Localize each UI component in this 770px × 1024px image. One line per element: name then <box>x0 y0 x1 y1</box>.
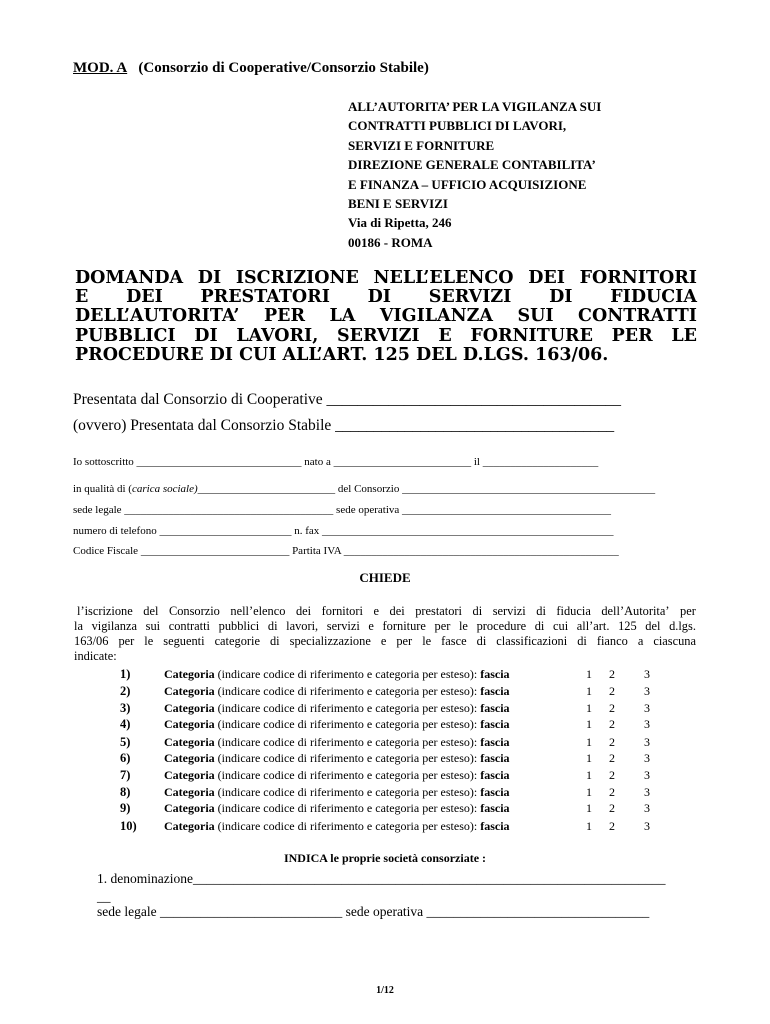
category-note: (indicare codice di riferimento e categoria per esteso): <box>214 667 481 681</box>
paragraph-line <box>74 619 696 634</box>
category-number: 9) <box>120 801 131 815</box>
paragraph-word: prestatori <box>415 604 462 618</box>
paragraph-word: cui <box>553 619 569 633</box>
category-label: Categoria <box>164 768 215 782</box>
category-label: Categoria <box>164 735 215 749</box>
paragraph-word: categorie <box>214 634 260 648</box>
title-line: PROCEDURE DI CUI ALL’ART. 125 DEL D.LGS. 163/06. <box>75 344 609 365</box>
fascia-option-1[interactable]: 1 <box>586 819 592 833</box>
category-text[interactable] <box>164 785 510 800</box>
paragraph-word: fiducia <box>556 604 591 618</box>
fascia-label: fascia <box>480 785 510 799</box>
category-label: Categoria <box>164 717 215 731</box>
paragraph-word: nell’elenco <box>230 604 286 618</box>
category-text[interactable] <box>164 735 510 750</box>
title-word: E <box>75 287 89 308</box>
paragraph-word: seguenti <box>163 634 205 648</box>
request-paragraph <box>74 604 696 664</box>
address-line: 00186 - ROMA <box>348 234 433 250</box>
title-word: SERVIZI <box>337 325 420 346</box>
paragraph-word: l’iscrizione <box>77 604 133 618</box>
fascia-label: fascia <box>480 717 510 731</box>
paragraph-word: vigilanza <box>91 619 137 633</box>
paragraph-word: di <box>534 619 545 633</box>
codice-fiscale-field[interactable]: Codice Fiscale ___________________________ Partita IVA __________________________________________________ <box>73 545 619 557</box>
paragraph-word: per <box>434 619 451 633</box>
fascia-label: fascia <box>480 701 510 715</box>
category-row[interactable] <box>0 819 770 836</box>
paragraph-word: ciascuna <box>653 634 696 648</box>
title-word: DEI <box>528 268 565 288</box>
paragraph-word: fasce <box>441 634 467 648</box>
paragraph-word: forniture <box>382 619 426 633</box>
category-row[interactable] <box>0 768 770 785</box>
address-line: DIREZIONE GENERALE CONTABILITA’ <box>348 157 596 173</box>
paragraph-word: di <box>267 619 278 633</box>
fascia-option-1[interactable]: 1 <box>586 667 592 681</box>
indica-text: INDICA le proprie società consorziate : <box>283 851 487 865</box>
paragraph-word: all’art. <box>576 619 610 633</box>
paragraph-word: d.lgs. <box>669 619 696 633</box>
title-word: DELL’AUTORITA’ <box>75 306 240 327</box>
qualita-field[interactable] <box>73 483 655 495</box>
title-word: DI <box>197 268 222 288</box>
title-line <box>75 307 697 326</box>
category-label: Categoria <box>164 701 215 715</box>
paragraph-line <box>74 604 696 619</box>
category-number: 1) <box>120 667 131 681</box>
category-number: 5) <box>120 735 131 749</box>
fascia-option-1[interactable]: 1 <box>586 684 592 698</box>
title-word: PRESTATORI <box>200 287 330 308</box>
category-row[interactable] <box>0 684 770 701</box>
paragraph-word: classificazioni <box>496 634 568 648</box>
paragraph-word: Consorzio <box>168 604 220 618</box>
paragraph-word: servizi <box>492 604 526 618</box>
category-label: Categoria <box>164 819 215 833</box>
category-row[interactable] <box>0 785 770 802</box>
paragraph-word: lavori, <box>286 619 319 633</box>
title-word: SERVIZI <box>428 287 512 308</box>
fascia-option-2[interactable]: 2 <box>609 701 615 715</box>
paragraph-word: servizi <box>326 619 360 633</box>
paragraph-word: procedure <box>476 619 527 633</box>
fascia-option-2[interactable]: 2 <box>609 801 615 815</box>
paragraph-word: per <box>680 604 696 618</box>
category-text[interactable] <box>164 751 510 766</box>
category-note: (indicare codice di riferimento e categoria per esteso): <box>214 701 481 715</box>
paragraph-word: di <box>269 634 280 648</box>
fascia-option-3[interactable]: 3 <box>644 717 650 731</box>
denominazione-continuation: __ <box>97 889 111 904</box>
title-word: DI <box>194 325 218 346</box>
fascia-option-3[interactable]: 3 <box>644 684 650 698</box>
address-line: SERVIZI E FORNITURE <box>348 137 495 153</box>
category-number: 10) <box>120 819 137 833</box>
paragraph-word: 163/06 <box>74 634 109 648</box>
title-word: SUI <box>517 306 554 327</box>
category-text[interactable] <box>164 701 510 716</box>
qualita-label: in qualità di ( <box>73 483 132 495</box>
category-number: 8) <box>120 785 131 799</box>
title-word: FIDUCIA <box>610 287 697 308</box>
denominazione-field[interactable]: 1. denominazione______________________________________________________________________ <box>97 871 666 886</box>
paragraph-word: e <box>373 604 379 618</box>
paragraph-word: dei <box>389 604 405 618</box>
societa-sede-field[interactable]: sede legale ___________________________ sede operativa _________________________________ <box>97 904 650 919</box>
fascia-label: fascia <box>480 735 510 749</box>
category-text[interactable] <box>164 768 510 783</box>
fascia-option-3[interactable]: 3 <box>644 751 650 765</box>
paragraph-word: per <box>396 634 413 648</box>
fascia-option-1[interactable]: 1 <box>586 768 592 782</box>
paragraph-word: fianco <box>596 634 628 648</box>
title-line <box>75 327 697 346</box>
fascia-option-1[interactable]: 1 <box>586 735 592 749</box>
address-line: E FINANZA – UFFICIO ACQUISIZIONE <box>348 176 587 192</box>
fascia-option-3[interactable]: 3 <box>644 819 650 833</box>
mod-label: MOD. A <box>73 60 128 76</box>
fascia-option-2[interactable]: 2 <box>609 717 615 731</box>
paragraph-word: di <box>536 604 546 618</box>
page-number: 1/12 <box>376 985 394 996</box>
fascia-option-2[interactable]: 2 <box>609 751 615 765</box>
category-row[interactable] <box>0 717 770 734</box>
form-header <box>73 60 429 77</box>
paragraph-word: contratti <box>168 619 211 633</box>
fascia-option-3[interactable]: 3 <box>644 735 650 749</box>
category-text[interactable] <box>164 819 510 834</box>
paragraph-word: dei <box>295 604 312 618</box>
title-word: LAVORI, <box>236 325 319 346</box>
paragraph-word: e <box>368 619 374 633</box>
fascia-label: fascia <box>480 684 510 698</box>
fascia-option-1[interactable]: 1 <box>586 785 592 799</box>
category-note: (indicare codice di riferimento e categoria per esteso): <box>214 819 481 833</box>
category-row[interactable] <box>0 701 770 718</box>
fascia-label: fascia <box>480 768 510 782</box>
paragraph-word: le <box>458 619 468 633</box>
title-word: FORNITURE <box>470 325 593 346</box>
category-note: (indicare codice di riferimento e categoria per esteso): <box>214 768 481 782</box>
category-row[interactable] <box>0 751 770 768</box>
title-word: LE <box>671 325 697 346</box>
address-line: Via di Ripetta, 246 <box>348 215 452 231</box>
fascia-label: fascia <box>480 667 510 681</box>
fascia-option-3[interactable]: 3 <box>644 801 650 815</box>
title-word: LA <box>329 306 356 327</box>
document-title <box>75 269 697 365</box>
category-row[interactable] <box>0 801 770 818</box>
category-label: Categoria <box>164 667 215 681</box>
sede-field[interactable]: sede legale ______________________________________ sede operativa ______________________________________ <box>73 504 612 516</box>
mod-subtitle: (Consorzio di Cooperative/Consorzio Stabile) <box>138 60 429 76</box>
category-row[interactable] <box>0 735 770 752</box>
title-word: PER <box>263 306 306 327</box>
category-number: 3) <box>120 701 131 715</box>
category-label: Categoria <box>164 684 215 698</box>
category-label: Categoria <box>164 801 215 815</box>
category-note: (indicare codice di riferimento e categoria per esteso): <box>214 751 481 765</box>
category-text[interactable] <box>164 684 510 699</box>
paragraph-line: indicate: <box>74 649 117 663</box>
paragraph-word: di <box>472 604 483 618</box>
title-word: DEI <box>126 287 163 308</box>
fascia-label: fascia <box>480 819 510 833</box>
paragraph-word: la <box>74 619 83 633</box>
paragraph-word: del <box>143 604 159 618</box>
title-line <box>75 288 697 307</box>
telefono-field[interactable]: numero di telefono ________________________ n. fax _____________________________________________________ <box>73 525 614 537</box>
fascia-option-2[interactable]: 2 <box>609 735 615 749</box>
fascia-option-2[interactable]: 2 <box>609 768 615 782</box>
category-note: (indicare codice di riferimento e categoria per esteso): <box>214 785 481 799</box>
paragraph-word: per <box>118 634 135 648</box>
title-word: PER <box>611 325 653 346</box>
chiede-heading: CHIEDE <box>359 570 411 585</box>
paragraph-word: a <box>637 634 644 648</box>
indica-heading <box>0 851 770 866</box>
qualita-rest: _________________________ del Consorzio ______________________________________________ <box>197 483 656 495</box>
paragraph-word: del <box>645 619 661 633</box>
fascia-option-1[interactable]: 1 <box>586 717 592 731</box>
category-note: (indicare codice di riferimento e categoria per esteso): <box>214 684 481 698</box>
category-note: (indicare codice di riferimento e categoria per esteso): <box>214 801 481 815</box>
fascia-option-2[interactable]: 2 <box>609 785 615 799</box>
category-row[interactable] <box>0 667 770 684</box>
paragraph-word: 125 <box>618 619 637 633</box>
category-note: (indicare codice di riferimento e categoria per esteso): <box>214 717 481 731</box>
paragraph-word: le <box>422 634 432 648</box>
fascia-option-3[interactable]: 3 <box>644 768 650 782</box>
fascia-option-3[interactable]: 3 <box>644 701 650 715</box>
recipient-address <box>348 97 601 252</box>
title-word: DOMANDA <box>75 268 184 288</box>
title-line <box>75 269 697 288</box>
category-text[interactable] <box>164 801 510 816</box>
category-number: 7) <box>120 768 131 782</box>
category-label: Categoria <box>164 785 215 799</box>
title-word: DI <box>549 287 573 308</box>
title-word: FORNITORI <box>579 268 697 288</box>
sottoscritto-field[interactable]: Io sottoscritto ______________________________ nato a _________________________ il _____________________ <box>73 456 599 468</box>
fascia-option-1[interactable]: 1 <box>586 801 592 815</box>
paragraph-word: dell’Autorita’ <box>601 604 670 618</box>
title-word: PUBBLICI <box>75 325 176 346</box>
fascia-option-3[interactable]: 3 <box>644 667 650 681</box>
category-number: 2) <box>120 684 131 698</box>
address-line: CONTRATTI PUBBLICI DI LAVORI, <box>348 118 567 134</box>
fascia-option-3[interactable]: 3 <box>644 785 650 799</box>
title-word: E <box>438 325 452 346</box>
category-text[interactable] <box>164 667 510 682</box>
title-word: NELL’ELENCO <box>373 268 514 288</box>
fascia-option-2[interactable]: 2 <box>609 667 615 681</box>
title-word: CONTRATTI <box>578 306 697 327</box>
fascia-option-2[interactable]: 2 <box>609 684 615 698</box>
paragraph-word: e <box>380 634 387 648</box>
address-line: ALL’AUTORITA’ PER LA VIGILANZA SUI <box>348 99 602 114</box>
category-label: Categoria <box>164 751 215 765</box>
category-number: 6) <box>120 751 131 765</box>
paragraph-word: sui <box>145 619 161 633</box>
title-word: DI <box>367 287 391 308</box>
fascia-option-1[interactable]: 1 <box>586 751 592 765</box>
fascia-option-2[interactable]: 2 <box>609 819 615 833</box>
paragraph-word: di <box>476 634 487 648</box>
fascia-option-1[interactable]: 1 <box>586 701 592 715</box>
category-note: (indicare codice di riferimento e categoria per esteso): <box>214 735 481 749</box>
category-number: 4) <box>120 717 131 731</box>
title-word: ISCRIZIONE <box>235 268 359 288</box>
qualita-italic: carica sociale) <box>131 483 198 495</box>
title-word: VIGILANZA <box>379 306 493 327</box>
paragraph-word: pubblici <box>218 619 260 633</box>
paragraph-word: fornitori <box>321 604 363 618</box>
paragraph-word: specializzazione <box>289 634 371 648</box>
paragraph-word: le <box>144 634 154 648</box>
paragraph-word: di <box>577 634 587 648</box>
address-line: BENI E SERVIZI <box>348 196 448 212</box>
fascia-label: fascia <box>480 751 510 765</box>
fascia-label: fascia <box>480 801 510 815</box>
presentata-cooperative[interactable]: Presentata dal Consorzio di Cooperative ______________________________________ <box>73 391 622 408</box>
category-text[interactable] <box>164 717 510 732</box>
presentata-stabile[interactable]: (ovvero) Presentata dal Consorzio Stabile ____________________________________ <box>73 417 615 434</box>
paragraph-line <box>74 634 696 649</box>
